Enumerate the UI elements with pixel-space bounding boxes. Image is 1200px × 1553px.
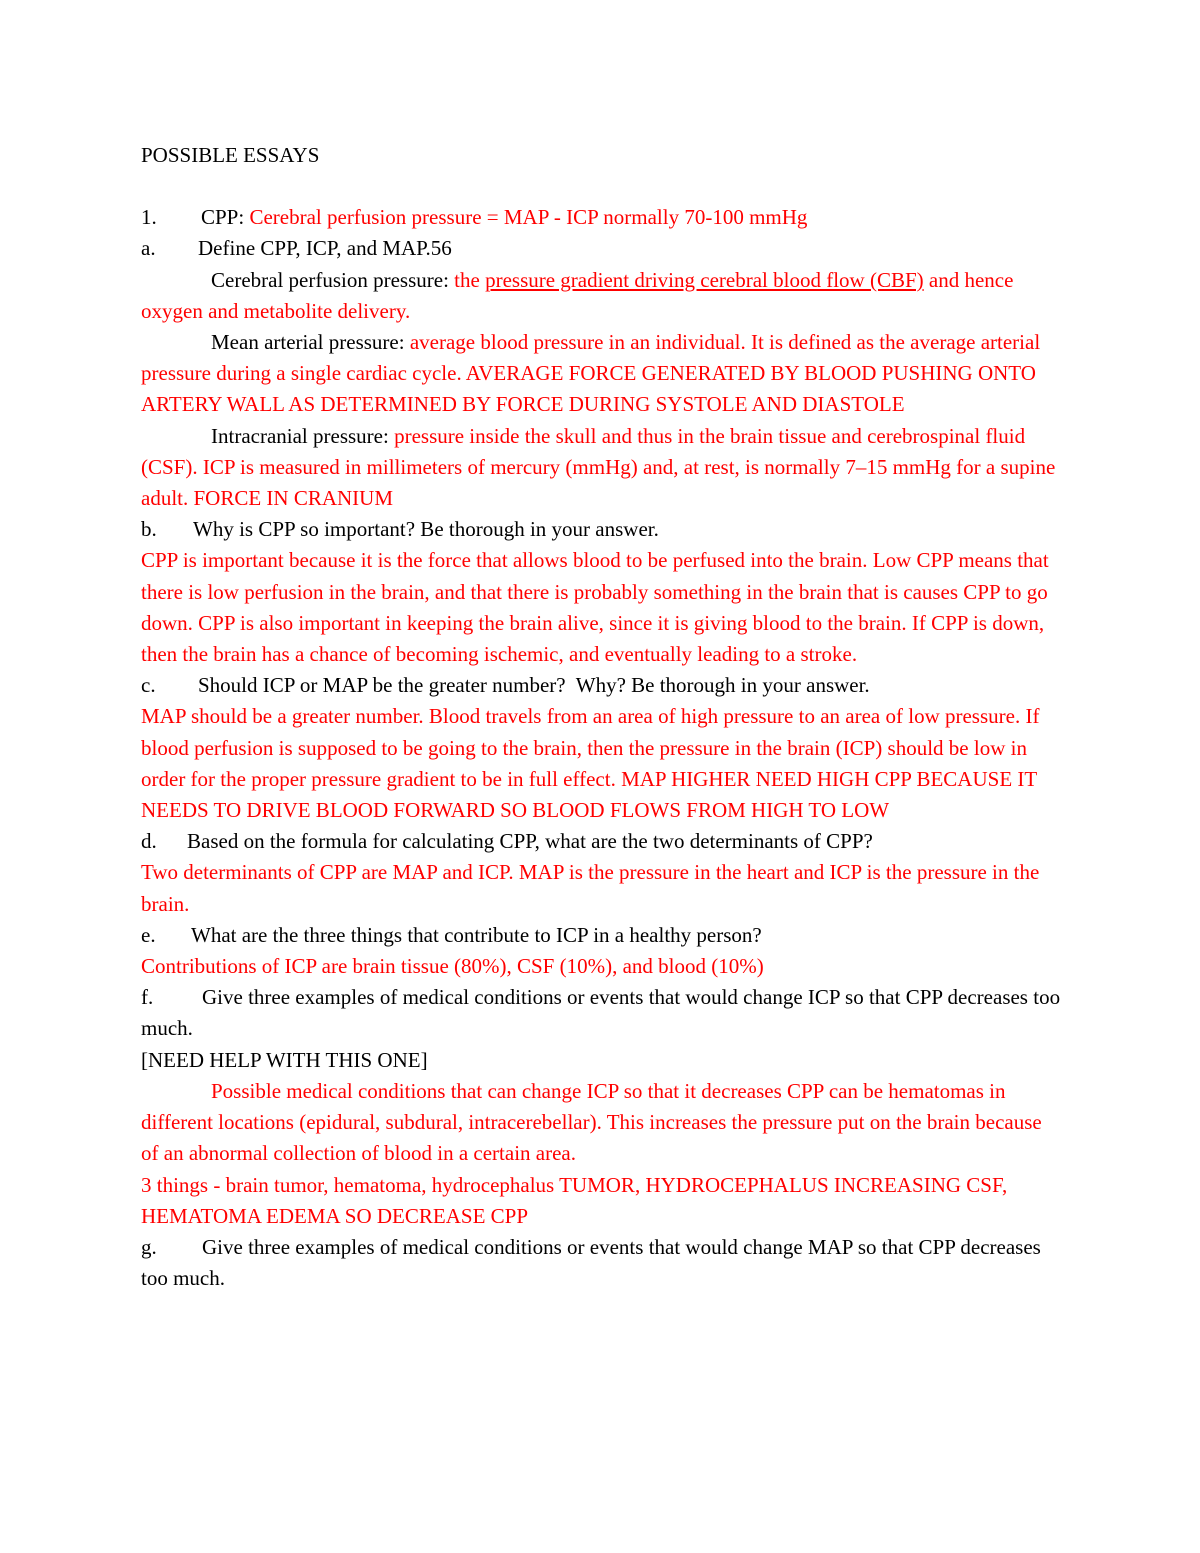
question-g xyxy=(141,1232,1061,1294)
question-a xyxy=(141,233,1061,264)
icp-definition xyxy=(141,421,1061,515)
question-e-text: What are the three things that contribute to ICP in a healthy person? xyxy=(191,922,762,947)
question-1-answer: Cerebral perfusion pressure = MAP - ICP normally 70-100 mmHg xyxy=(249,205,808,230)
question-f-text: Give three examples of medical conditions or events that would change ICP so that CPP decreases too much. xyxy=(141,985,1066,1041)
question-d-text: Based on the formula for calculating CPP, what are the two determinants of CPP? xyxy=(187,829,873,854)
question-1-number: 1. xyxy=(141,205,157,230)
question-g-letter: g. xyxy=(141,1234,157,1259)
question-e-letter: e. xyxy=(141,922,156,947)
answer-e: Contributions of ICP are brain tissue (80%), CSF (10%), and blood (10%) xyxy=(141,954,764,979)
cpp-definition-pre: the xyxy=(454,267,486,292)
cpp-definition-post: and hence oxygen and metabolite delivery. xyxy=(141,267,1019,323)
question-f-note: [NEED HELP WITH THIS ONE] xyxy=(141,1047,428,1072)
question-b-letter: b. xyxy=(141,517,157,542)
question-b xyxy=(141,514,1061,545)
answer-f-2: 3 things - brain tumor, hematoma, hydrocephalus TUMOR, HYDROCEPHALUS INCREASING CSF, HEMATOMA EDEMA SO DECREASE CPP xyxy=(141,1172,1013,1228)
question-d-letter: d. xyxy=(141,829,157,854)
document-title: POSSIBLE ESSAYS xyxy=(141,143,320,167)
map-definition xyxy=(141,327,1061,421)
map-definition-label: Mean arterial pressure: xyxy=(211,330,410,355)
question-f xyxy=(141,982,1066,1044)
cpp-definition xyxy=(141,265,1061,327)
question-g-text: Give three examples of medical conditions or events that would change MAP so that CPP decreases too much. xyxy=(141,1234,1047,1291)
question-b-text: Why is CPP so important? Be thorough in your answer. xyxy=(193,517,659,542)
question-d xyxy=(141,826,1061,857)
question-c-text: Should ICP or MAP be the greater number? Why? Be thorough in your answer. xyxy=(198,673,870,698)
cpp-definition-label: Cerebral perfusion pressure: xyxy=(211,267,455,292)
question-a-text: Define CPP, ICP, and MAP.56 xyxy=(198,236,452,261)
question-c xyxy=(141,670,1061,701)
answer-f-1: Possible medical conditions that can change ICP so that it decreases CPP can be hematomas in different locations (epidural, subdural, intracerebellar). This increases the pressure put on the brain because of an abnormal collection of blood in a certain area. xyxy=(141,1078,1047,1166)
document-page xyxy=(141,140,1066,1294)
answer-b: CPP is important because it is the force that allows blood to be perfused into the brain. Low CPP means that there is low perfusion in the brain, and that there is probably something in the brain that is causes CPP to go down. CPP is also important in keeping the brain alive, since it is giving blood to the brain. If CPP is down, then the brain has a chance of becoming ischemic, and eventually leading to a stroke. xyxy=(141,548,1054,667)
question-e xyxy=(141,920,1061,951)
map-definition-text: average blood pressure in an individual. It is defined as the average arterial pressure during a single cardiac cycle. AVERAGE FORCE GENERATED BY BLOOD PUSHING ONTO ARTERY WALL AS DETERMINED BY FORCE DURING SYSTOLE AND DIASTOLE xyxy=(141,330,1046,417)
question-1-label: CPP: xyxy=(201,205,250,230)
question-1 xyxy=(141,202,1061,233)
answer-c: MAP should be a greater number. Blood travels from an area of high pressure to an area of low pressure. If blood perfusion is supposed to be going to the brain, then the pressure in the brain (ICP) should be low in order for the proper pressure gradient to be in full effect. MAP HIGHER NEED HIGH CPP BECAUSE IT NEEDS TO DRIVE BLOOD FORWARD SO BLOOD FLOWS FROM HIGH TO LOW xyxy=(141,704,1045,823)
question-f-letter: f. xyxy=(141,985,154,1010)
question-a-letter: a. xyxy=(141,236,156,261)
icp-definition-text: pressure inside the skull and thus in the brain tissue and cerebrospinal fluid (CSF). ICP is measured in millimeters of mercury (mmHg) and, at rest, is normally 7–15 mmHg for a supine adult. FORCE IN CRANIUM xyxy=(141,423,1061,511)
question-c-letter: c. xyxy=(141,673,156,698)
cpp-definition-link[interactable]: pressure gradient driving cerebral blood flow (CBF) xyxy=(485,267,924,292)
answer-d: Two determinants of CPP are MAP and ICP. MAP is the pressure in the heart and ICP is the pressure in the brain. xyxy=(141,860,1045,916)
icp-definition-label: Intracranial pressure: xyxy=(211,423,395,448)
